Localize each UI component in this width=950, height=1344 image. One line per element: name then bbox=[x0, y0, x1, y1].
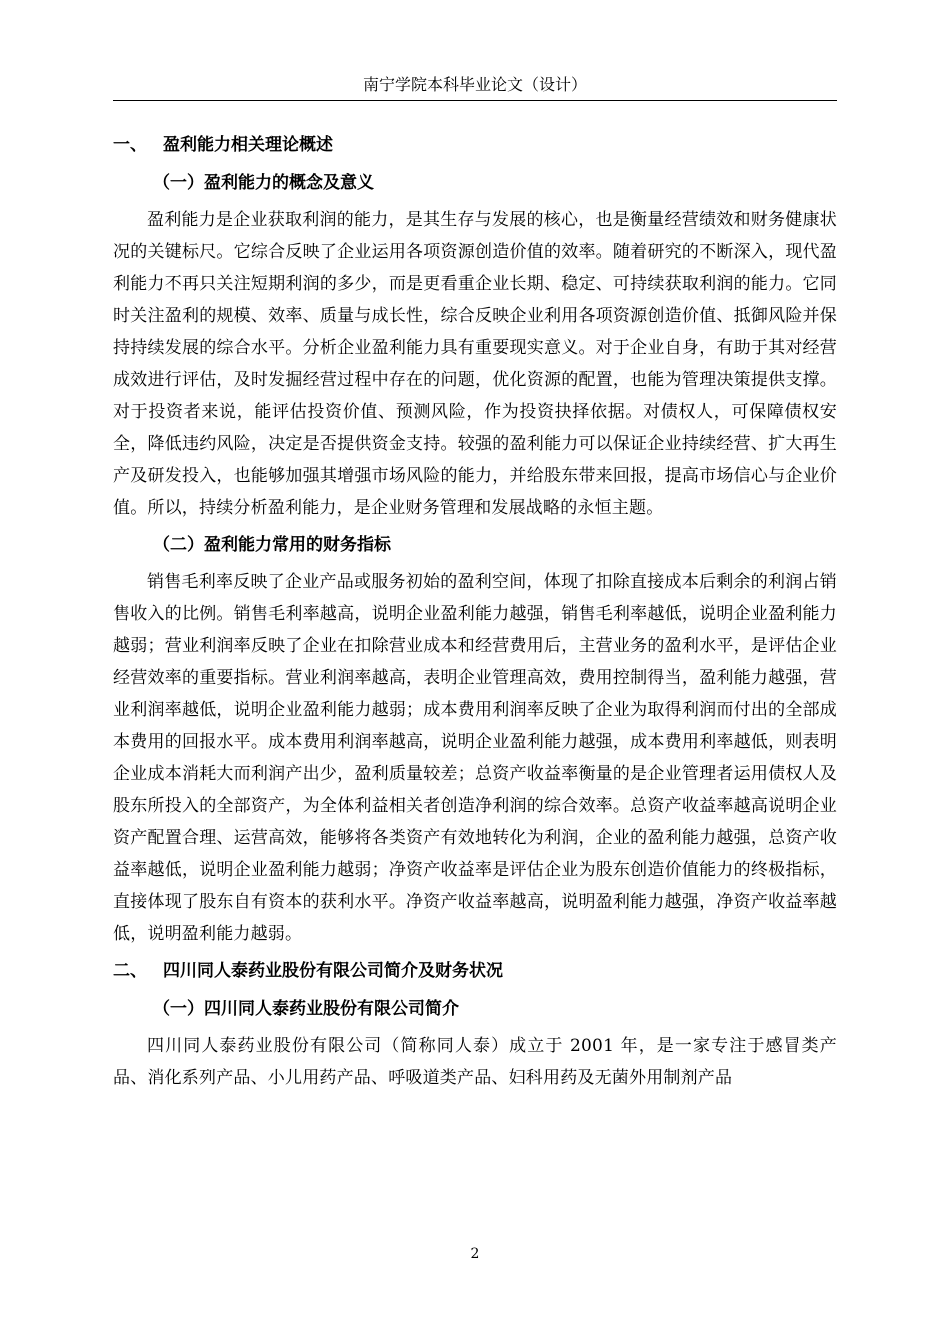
section-number: 一、 bbox=[113, 135, 147, 155]
subsection-heading-2-1: （一）四川同人泰药业股份有限公司简介 bbox=[153, 999, 459, 1019]
subsection-heading-1-1: （一）盈利能力的概念及意义 bbox=[153, 173, 374, 193]
section-heading-1 bbox=[113, 128, 837, 162]
subsection-heading-1-2: （二）盈利能力常用的财务指标 bbox=[153, 535, 391, 555]
header-title: 南宁学院本科毕业论文（设计） bbox=[362, 75, 587, 94]
paragraph-financial-indicators: 销售毛利率反映了企业产品或服务初始的盈利空间，体现了扣除直接成本后剩余的利润占销售收入的比例。销售毛利率越高，说明企业盈利能力越强，销售毛利率越低，说明企业盈利能力越弱；营业利润率反映了企业在扣除营业成本和经营费用后，主营业务的盈利水平，是评估企业经营效率的重要指标。营业利润率越高，表明企业管理高效，费用控制得当，盈利能力越强，营业利润率越低，说明企业盈利能力越弱；成本费用利润率反映了企业为取得利润而付出的全部成本费用的回报水平。成本费用利润率越高，说明企业盈利能力越强，成本费用利率越低，则表明企业成本消耗大而利润产出少，盈利质量较差；总资产收益率衡量的是企业管理者运用债权人及股东所投入的全部资产，为全体利益相关者创造净利润的综合效率。总资产收益率越高说明企业资产配置合理、运营高效，能够将各类资产有效地转化为利润，企业的盈利能力越强，总资产收益率越低，说明企业盈利能力越弱；净资产收益率是评估企业为股东创造价值能力的终极指标，直接体现了股东自有资本的获利水平。净资产收益率越高，说明盈利能力越强，净资产收益率越低，说明盈利能力越弱。 bbox=[113, 572, 837, 944]
page-number: 2 bbox=[470, 1246, 480, 1262]
paragraph-company-intro: 四川同人泰药业股份有限公司（简称同人泰）成立于 2001 年，是一家专注于感冒类产品、消化系列产品、小儿用药产品、呼吸道类产品、妇科用药及无菌外用制剂产品 bbox=[113, 1036, 837, 1088]
section-title: 四川同人泰药业股份有限公司简介及财务状况 bbox=[163, 961, 503, 981]
section-heading-2 bbox=[113, 954, 837, 988]
document-body bbox=[113, 128, 837, 1098]
paragraph-profitability-concept: 盈利能力是企业获取利润的能力，是其生存与发展的核心，也是衡量经营绩效和财务健康状况的关键标尺。它综合反映了企业运用各项资源创造价值的效率。随着研究的不断深入，现代盈利能力不再只关注短期利润的多少，而是更看重企业长期、稳定、可持续获取利润的能力。它同时关注盈利的规模、效率、质量与成长性，综合反映企业利用各项资源创造价值、抵御风险并保持持续发展的综合水平。分析企业盈利能力具有重要现实意义。对于企业自身，有助于其对经营成效进行评估，及时发掘经营过程中存在的问题，优化资源的配置，也能为管理决策提供支撑。对于投资者来说，能评估投资价值、预测风险，作为投资抉择依据。对债权人，可保障债权安全，降低违约风险，决定是否提供资金支持。较强的盈利能力可以保证企业持续经营、扩大再生产及研发投入，也能够加强其增强市场风险的能力，并给股东带来回报，提高市场信心与企业价值。所以，持续分析盈利能力，是企业财务管理和发展战略的永恒主题。 bbox=[113, 210, 837, 518]
page-header bbox=[113, 70, 837, 101]
section-number: 二、 bbox=[113, 961, 147, 981]
section-title: 盈利能力相关理论概述 bbox=[163, 135, 333, 155]
